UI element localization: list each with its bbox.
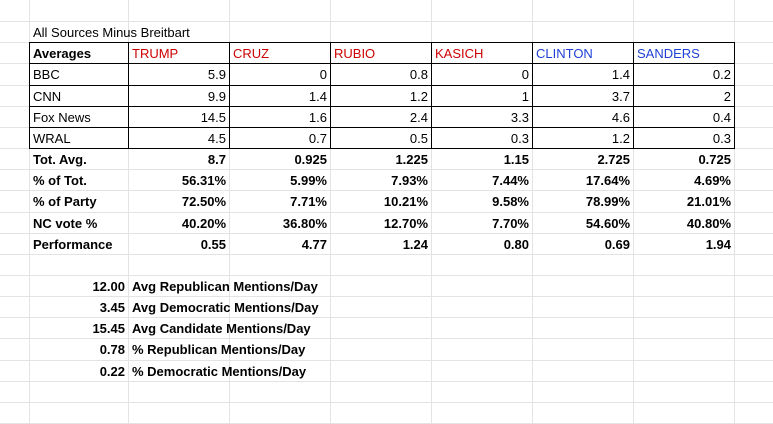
source-name[interactable]: BBC — [33, 67, 60, 82]
header-candidate-trump[interactable]: TRUMP — [132, 46, 179, 61]
stat-value-cell[interactable]: 36.80% — [282, 216, 327, 231]
stat-value-cell[interactable]: 12.70% — [383, 216, 428, 231]
table-inner-border — [633, 42, 634, 148]
stat-value-cell[interactable]: 7.93% — [391, 173, 428, 188]
stat-value-cell[interactable]: 72.50% — [181, 194, 226, 209]
header-candidate-cruz[interactable]: CRUZ — [233, 46, 270, 61]
source-value-cell[interactable]: 1 — [521, 89, 529, 104]
summary-value[interactable]: 0.78 — [99, 342, 125, 357]
stat-value-cell[interactable]: 0.80 — [503, 237, 529, 252]
stat-value-cell[interactable]: 1.225 — [395, 152, 428, 167]
grid-row-line — [0, 402, 773, 403]
source-value-cell[interactable]: 1.2 — [611, 131, 630, 146]
stat-value-cell[interactable]: 9.58% — [492, 194, 529, 209]
source-name[interactable]: WRAL — [33, 131, 71, 146]
table-inner-border — [29, 63, 734, 64]
stat-value-cell[interactable]: 40.20% — [181, 216, 226, 231]
stat-value-cell[interactable]: 54.60% — [585, 216, 630, 231]
stat-value-cell[interactable]: 5.99% — [290, 173, 327, 188]
stat-value-cell[interactable]: 1.15 — [503, 152, 529, 167]
stat-value-cell[interactable]: 78.99% — [585, 194, 630, 209]
source-name[interactable]: Fox News — [33, 110, 91, 125]
table-inner-border — [229, 42, 230, 148]
source-value-cell[interactable]: 0.5 — [409, 131, 428, 146]
stat-value-cell[interactable]: 0.925 — [294, 152, 327, 167]
source-value-cell[interactable]: 0.4 — [712, 110, 731, 125]
source-value-cell[interactable]: 14.5 — [200, 110, 226, 125]
source-value-cell[interactable]: 1.4 — [308, 89, 327, 104]
table-inner-border — [431, 42, 432, 148]
summary-value[interactable]: 15.45 — [92, 321, 125, 336]
stat-name[interactable]: NC vote % — [33, 216, 98, 231]
summary-value[interactable]: 12.00 — [92, 279, 125, 294]
source-value-cell[interactable]: 0.3 — [712, 131, 731, 146]
source-value-cell[interactable]: 0.3 — [510, 131, 529, 146]
stat-value-cell[interactable]: 10.21% — [383, 194, 428, 209]
source-value-cell[interactable]: 9.9 — [207, 89, 226, 104]
stat-value-cell[interactable]: 1.94 — [705, 237, 731, 252]
header-candidate-sanders[interactable]: SANDERS — [637, 46, 700, 61]
averages-table-border — [29, 42, 735, 149]
stat-value-cell[interactable]: 4.77 — [301, 237, 327, 252]
source-value-cell[interactable]: 0.7 — [308, 131, 327, 146]
source-value-cell[interactable]: 1.6 — [308, 110, 327, 125]
stat-name[interactable]: % of Party — [33, 194, 97, 209]
source-value-cell[interactable]: 0.2 — [712, 67, 731, 82]
stat-value-cell[interactable]: 1.24 — [402, 237, 428, 252]
stat-value-cell[interactable]: 56.31% — [181, 173, 226, 188]
source-value-cell[interactable]: 3.3 — [510, 110, 529, 125]
stat-value-cell[interactable]: 40.80% — [686, 216, 731, 231]
table-inner-border — [29, 106, 734, 107]
table-inner-border — [29, 127, 734, 128]
sheet-title[interactable]: All Sources Minus Breitbart — [33, 25, 190, 40]
stat-value-cell[interactable]: 7.70% — [492, 216, 529, 231]
stat-value-cell[interactable]: 21.01% — [686, 194, 731, 209]
summary-value[interactable]: 3.45 — [99, 300, 125, 315]
stat-value-cell[interactable]: 0.55 — [200, 237, 226, 252]
summary-label[interactable]: % Republican Mentions/Day — [132, 342, 306, 357]
stat-value-cell[interactable]: 17.64% — [585, 173, 630, 188]
source-value-cell[interactable]: 0 — [319, 67, 327, 82]
stat-name[interactable]: % of Tot. — [33, 173, 87, 188]
source-value-cell[interactable]: 2 — [723, 89, 731, 104]
source-value-cell[interactable]: 2.4 — [409, 110, 428, 125]
summary-label[interactable]: Avg Democratic Mentions/Day — [132, 300, 319, 315]
stat-name[interactable]: Performance — [33, 237, 113, 252]
source-value-cell[interactable]: 1.2 — [409, 89, 428, 104]
source-value-cell[interactable]: 1.4 — [611, 67, 630, 82]
stat-value-cell[interactable]: 0.725 — [698, 152, 731, 167]
source-value-cell[interactable]: 0 — [521, 67, 529, 82]
table-inner-border — [330, 42, 331, 148]
stat-value-cell[interactable]: 4.69% — [694, 173, 731, 188]
table-inner-border — [532, 42, 533, 148]
table-inner-border — [128, 42, 129, 148]
header-candidate-clinton[interactable]: CLINTON — [536, 46, 593, 61]
stat-name[interactable]: Tot. Avg. — [33, 152, 87, 167]
stat-value-cell[interactable]: 0.69 — [604, 237, 630, 252]
source-value-cell[interactable]: 0.8 — [409, 67, 428, 82]
source-value-cell[interactable]: 3.7 — [611, 89, 630, 104]
stat-value-cell[interactable]: 7.71% — [290, 194, 327, 209]
source-value-cell[interactable]: 5.9 — [207, 67, 226, 82]
source-value-cell[interactable]: 4.6 — [611, 110, 630, 125]
source-value-cell[interactable]: 4.5 — [207, 131, 226, 146]
stat-value-cell[interactable]: 2.725 — [597, 152, 630, 167]
summary-value[interactable]: 0.22 — [99, 364, 125, 379]
header-averages[interactable]: Averages — [33, 46, 92, 61]
summary-label[interactable]: Avg Republican Mentions/Day — [132, 279, 318, 294]
stat-value-cell[interactable]: 8.7 — [207, 152, 226, 167]
header-candidate-rubio[interactable]: RUBIO — [334, 46, 376, 61]
header-candidate-kasich[interactable]: KASICH — [435, 46, 484, 61]
summary-label[interactable]: Avg Candidate Mentions/Day — [132, 321, 311, 336]
source-name[interactable]: CNN — [33, 89, 62, 104]
table-inner-border — [29, 85, 734, 86]
summary-label[interactable]: % Democratic Mentions/Day — [132, 364, 307, 379]
stat-value-cell[interactable]: 7.44% — [492, 173, 529, 188]
